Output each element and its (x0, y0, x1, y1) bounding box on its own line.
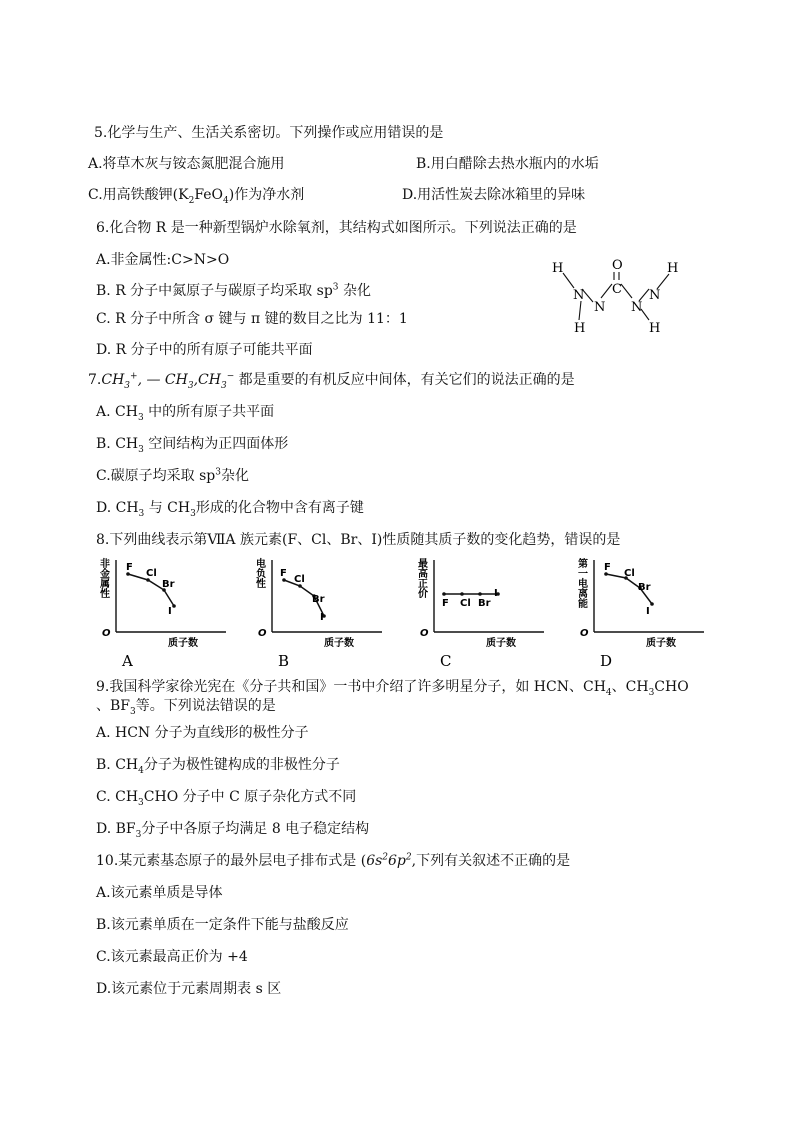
chart-A-label-F: F (126, 562, 133, 573)
q9-stem-line1: 9.我国科学家徐光宪在《分子共和国》一书中介绍了许多明星分子，如 HCN、$CH_4$、$CH_3CHO$ (96, 679, 689, 698)
q9-option-b: B. $CH_4$分子为极性键构成的非极性分子 (96, 757, 340, 776)
chart-A-ylabel-char: 性 (100, 589, 110, 600)
struct-n-2: N (594, 300, 606, 315)
chart-A-label-Br: Br (162, 579, 175, 590)
struct-h-1: H (552, 261, 564, 276)
q7-option-d: D. $CH_3$ 与 $CH_3$形成的化合物中含有离子键 (96, 500, 364, 519)
q9-option-c: C. $CH_3CHO$ 分子中 C 原子杂化方式不同 (96, 789, 357, 808)
chart-A-label-Cl: Cl (146, 568, 157, 579)
q6-option-b: B. R 分子中氮原子与碳原子均采取 $sp^3$ 杂化 (96, 282, 371, 299)
q9-option-a: A. HCN 分子为直线形的极性分子 (96, 725, 309, 741)
chart-D-label-Cl: Cl (624, 568, 635, 579)
struct-h-3: H (667, 261, 679, 276)
chart-D-ylabel-char: 离 (578, 589, 588, 600)
chart-B-xlabel: 质子数 (324, 638, 354, 649)
chart-A-ylabel-char: 属 (100, 579, 110, 590)
q7-stem: $7.CH_3^+$, — $CH_3,CH_3^-$ 都是重要的有机反应中间体，有关它们的说法正确的是 (88, 371, 575, 391)
chart-A-point-I (172, 604, 176, 608)
chart-C-point-Cl (460, 592, 464, 596)
chart-C-ylabel-char: 价 (418, 589, 428, 600)
chart-A-origin: O (102, 628, 111, 639)
chart-D-ylabel-char: 电 (578, 579, 588, 590)
chart-D-label-Br: Br (638, 582, 651, 593)
struct-n-4: N (649, 288, 661, 303)
chart-A-letter: A (122, 652, 133, 670)
chart-C-label-F: F (442, 598, 449, 609)
struct-c: C (612, 282, 622, 297)
struct-h-2: H (574, 321, 586, 336)
q5-option-b: B.用白醋除去热水瓶内的水垢 (416, 156, 599, 172)
chart-D-letter: D (600, 652, 613, 670)
chart-D-ylabel-char: 能 (578, 599, 588, 610)
chart-B-ylabel-char: 负 (256, 569, 266, 580)
chart-D-ylabel-char: 第 (578, 559, 588, 570)
q8-charts (90, 554, 720, 672)
chart-B-label-Cl: Cl (294, 574, 305, 585)
chart-A-ylabel-char: 非 (100, 559, 110, 570)
chart-D-label-I: I (646, 606, 650, 617)
chart-A-label-I: I (168, 606, 172, 617)
chart-A-xlabel: 质子数 (168, 638, 198, 649)
chart-C-point-Br (478, 592, 482, 596)
chart-B-label-I: I (320, 612, 324, 623)
chart-B-ylabel-char: 电 (256, 559, 266, 570)
chart-D-xlabel: 质子数 (646, 638, 676, 649)
chart-D-origin: O (580, 628, 589, 639)
chart-D-label-F: F (604, 562, 611, 573)
q7-option-c: C.碳原子均采取 $sp^3$杂化 (96, 467, 249, 484)
q7-option-a: A. $CH_3$ 中的所有原子共平面 (96, 404, 275, 423)
q5-option-c: C.用高铁酸钾$(K_2FeO_4)$作为净水剂 (88, 187, 305, 206)
struct-h-4: H (649, 321, 661, 336)
q8-stem: 8.下列曲线表示第ⅦA 族元素(F、Cl、Br、I)性质随其质子数的变化趋势，错误的是 (96, 532, 621, 548)
chart-C-ylabel-char: 最 (418, 559, 428, 570)
structure-formula-r (545, 254, 695, 340)
chart-C-origin: O (420, 628, 429, 639)
q5-option-a: A.将草木灰与铵态氮肥混合施用 (88, 156, 285, 172)
chart-C-label-I: I (494, 588, 498, 599)
chart-D-point-I (650, 602, 654, 606)
chart-C-ylabel-char: 正 (418, 579, 428, 590)
struct-n-3: N (631, 300, 643, 315)
chart-B-ylabel-char: 性 (256, 579, 266, 590)
q10-stem: 10.某元素基态原子的最外层电子排布式是 ($6s^26p^2$,下列有关叙述不正确的是 (96, 852, 571, 869)
chart-C-point-F (442, 592, 446, 596)
q10-option-b: B.该元素单质在一定条件下能与盐酸反应 (96, 917, 349, 933)
chart-B-letter: B (278, 652, 290, 670)
q6-option-d: D. R 分子中的所有原子可能共平面 (96, 342, 313, 358)
chart-B-label-F: F (280, 568, 287, 579)
q10-option-a: A.该元素单质是导体 (96, 885, 223, 901)
chart-B-label-Br: Br (312, 594, 325, 605)
q9-option-d: D. $BF_3$分子中各原子均满足 8 电子稳定结构 (96, 821, 370, 840)
q10-option-c: C.该元素最高正价为 +4 (96, 949, 248, 965)
chart-B-origin: O (258, 628, 267, 639)
struct-o: O (612, 258, 623, 273)
q5-stem: 5.化学与生产、生活关系密切。下列操作或应用错误的是 (94, 125, 444, 141)
chart-C-ylabel-char: 高 (418, 569, 428, 580)
struct-n-1: N (573, 288, 585, 303)
chart-C-xlabel: 质子数 (486, 638, 516, 649)
q7-option-b: B. $CH_3$ 空间结构为正四面体形 (96, 436, 289, 455)
chart-A-ylabel-char: 金 (100, 569, 110, 580)
q5-option-d: D.用活性炭去除冰箱里的异味 (402, 187, 586, 203)
q6-option-c: C. R 分子中所含 σ 键与 π 键的数目之比为 11：1 (96, 311, 408, 327)
q6-option-a: A.非金属性:C>N>O (96, 252, 230, 268)
q6-stem: 6.化合物 R 是一种新型锅炉水除氧剂，其结构式如图所示。下列说法正确的是 (96, 220, 577, 236)
chart-C-letter: C (440, 652, 452, 670)
chart-C-label-Cl: Cl (460, 598, 471, 609)
q10-option-d: D.该元素位于元素周期表 s 区 (96, 981, 282, 997)
chart-C-label-Br: Br (478, 598, 491, 609)
chart-D-ylabel-char: 一 (578, 569, 588, 580)
q9-stem-line2: 、$BF_3$等。下列说法错误的是 (96, 698, 276, 717)
